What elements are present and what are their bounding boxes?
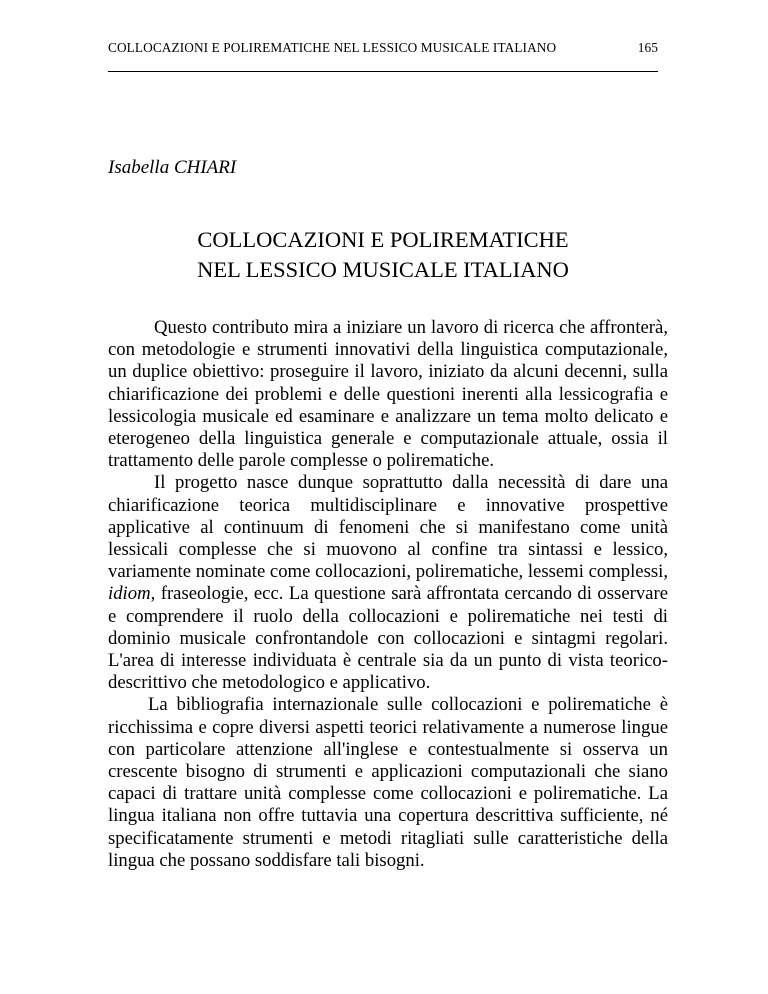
paragraph-1: Questo contributo mira a iniziare un lavoro di ricerca che affronterà, con metodologie e strumenti innovativi della linguistica computazionale, un duplice obiettivo: proseguire il lavoro, iniziato da alcuni decenni, sulla chiarificazione dei problemi e delle questioni inerenti alla lessicografia e lessicologia musicale ed esaminare e analizzare un tema molto delicato e eterogeneo della linguistica generale e computazionale attuale, ossia il trattamento delle parole complesse o polirematiche. <box>108 317 668 472</box>
article-title-line-2: NEL LESSICO MUSICALE ITALIANO <box>197 257 569 282</box>
header-divider <box>108 71 658 72</box>
author-name: Isabella CHIARI <box>108 157 237 178</box>
paragraph-2-italic-term: idiom <box>108 583 151 605</box>
article-body <box>108 317 668 872</box>
article-title-line-1: COLLOCAZIONI E POLIREMATICHE <box>197 227 569 252</box>
paragraph-2-text-end: , fraseologie, ecc. La questione sarà affrontata cercando di osservare e comprendere il ruolo della collocazioni e polirematiche nei testi di dominio musicale confrontandole con collocazioni e sintagmi regolari. L'area di interesse individuata è centrale sia da un punto di vista teorico-descrittivo che metodologico e applicativo. <box>108 583 668 694</box>
paragraph-2 <box>108 472 668 694</box>
paragraph-3: La bibliografia internazionale sulle collocazioni e polirematiche è ricchissima e copre diversi aspetti teorici relativamente a numerose lingue con particolare attenzione all'inglese e contestualmente si osserva un crescente bisogno di strumenti e applicazioni computazionali che siano capaci di trattare unità complesse come collocazioni e polirematiche. La lingua italiana non offre tuttavia una copertura descrittiva sufficiente, né specificatamente strumenti e metodi ritagliati sulle caratteristiche della lingua che possano soddisfare tali bisogni. <box>108 694 668 871</box>
paragraph-2-text-start: Il progetto nasce dunque soprattutto dalla necessità di dare una chiarificazione teorica multidisciplinare e innovative prospettive applicative al continuum di fenomeni che si manifestano come unità lessicali complesse che si muovono al confine tra sintassi e lessico, variamente nominate come collocazioni, polirematiche, lessemi complessi, <box>108 472 668 583</box>
article-title <box>108 225 658 285</box>
running-title: COLLOCAZIONI E POLIREMATICHE NEL LESSICO MUSICALE ITALIANO <box>108 40 557 55</box>
page-number: 165 <box>637 40 658 55</box>
running-header <box>108 40 658 56</box>
